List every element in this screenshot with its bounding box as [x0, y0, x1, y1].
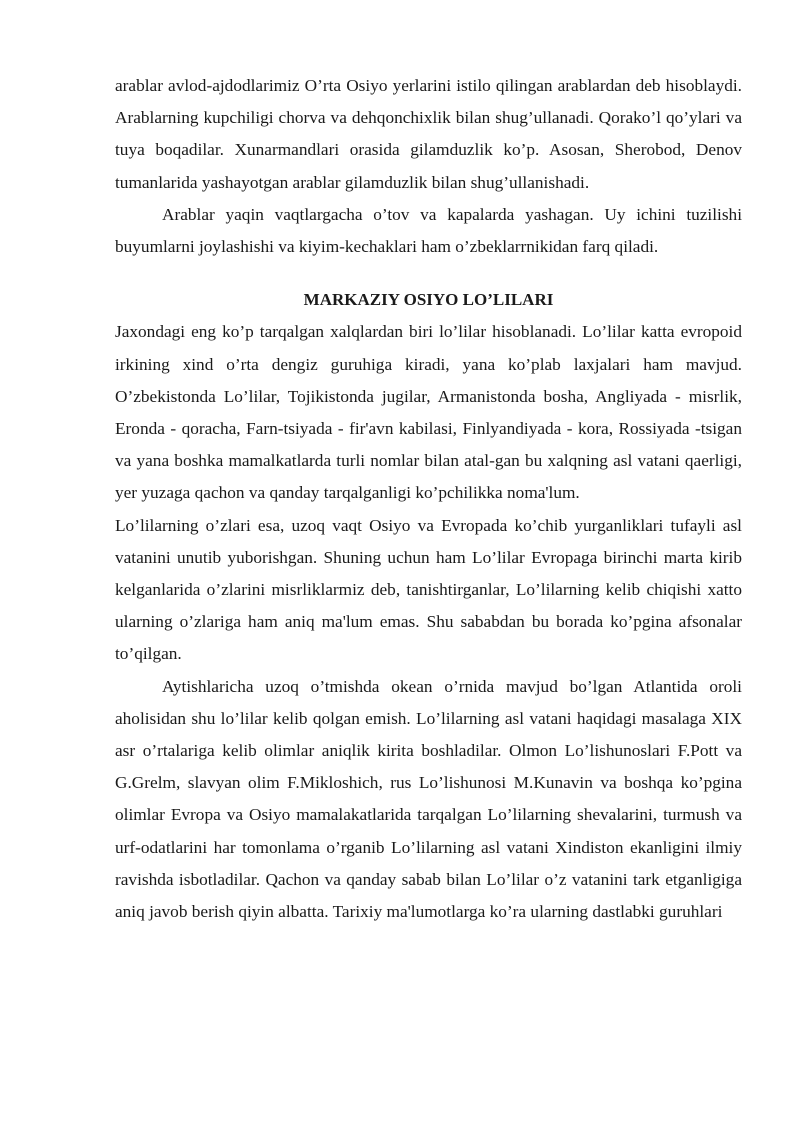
section-heading: MARKAZIY OSIYO LO’LILARI — [303, 290, 554, 310]
document-page — [115, 70, 742, 928]
paragraph-lolilar-research: Aytishlaricha uzoq o’tmishda okean o’rnida mavjud bo’lgan Atlantida oroli aholisidan shu lo’lilar kelib qolgan emish. Lo’lilarning asl vatani haqidagi masalaga XIX asr o’rtalariga kelib olimlar aniqlik kirita boshladilar. Olmon Lo’lishunoslari F.Pott va G.Grelm, slavyan olim F.Mikloshich, rus Lo’lishunosi M.Kunavin va boshqa ko’pgina olimlar Evropa va Osiyo mamalakatlarida tarqalgan Lo’lilarning shevalarini, turmush va urf-odatlarini har tomonlama o’rganib Lo’lilarning asl vatani Xindiston ekanligini ilmiy ravishda isbotladilar. Qachon va qanday sabab bilan Lo’lilar o’z vatanini tark etganligiga aniq javob berish qiyin albatta. Tarixiy ma'lumotlarga ko’ra ularning dastlabki guruhlari — [115, 676, 742, 922]
paragraph-arabs-intro: arablar avlod-ajdodlarimiz O’rta Osiyo yerlarini istilo qilingan arablardan deb hisoblaydi. Arablarning kupchiligi chorva va dehqonchixlik bilan shug’ullanadi. Qorako’l qo’ylari va tuya boqadilar. Xunarmandlari orasida gilamduzlik ko’p. Asosan, Sherobod, Denov tumanlarida yashayotgan arablar gilamduzlik bilan shug’ullanishadi. — [115, 76, 742, 192]
paragraph-arabs-dwellings: Arablar yaqin vaqtlargacha o’tov va kapalarda yashagan. Uy ichini tuzilishi buyumlarni joylashishi va kiyim-kechaklari ham o’zbeklarrnikidan farq qiladi. — [115, 204, 742, 257]
paragraph-lolilar-origin-unknown: Lo’lilarning o’zlari esa, uzoq vaqt Osiyo va Evropada ko’chib yurganliklari tufayli asl vatanini unutib yuborishgan. Shuning uchun ham Lo’lilar Evropaga birinchi marta kirib kelganlarida o’zlarini misrliklarmiz deb, tanishtirganlar, Lo’lilarning kelib chiqishi xatto ularning o’zlariga ham aniq ma'lum emas. Shu sababdan bu borada ko’pgina afsonalar to’qilgan. — [115, 515, 742, 664]
paragraph-lolilar-names: Jaxondagi eng ko’p tarqalgan xalqlardan biri lo’lilar hisoblanadi. Lo’lilar katta evropoid irkining xind o’rta dengiz guruhiga kiradi, yana ko’plab laxjalari ham mavjud. O’zbekistonda Lo’lilar, Tojikistonda jugilar, Armanistonda bosha, Angliyada - misrlik, Eronda - qoracha, Farn-tsiyada - fir'avn kabilasi, Finlyandiyada - kora, Rossiyada -tsigan va yana boshka mamalkatlarda turli nomlar bilan atal-gan bu xalqning asl vatani qaerligi, yer yuzaga qachon va qanday tarqalganligi ko’pchilikka noma'lum. — [115, 322, 742, 503]
